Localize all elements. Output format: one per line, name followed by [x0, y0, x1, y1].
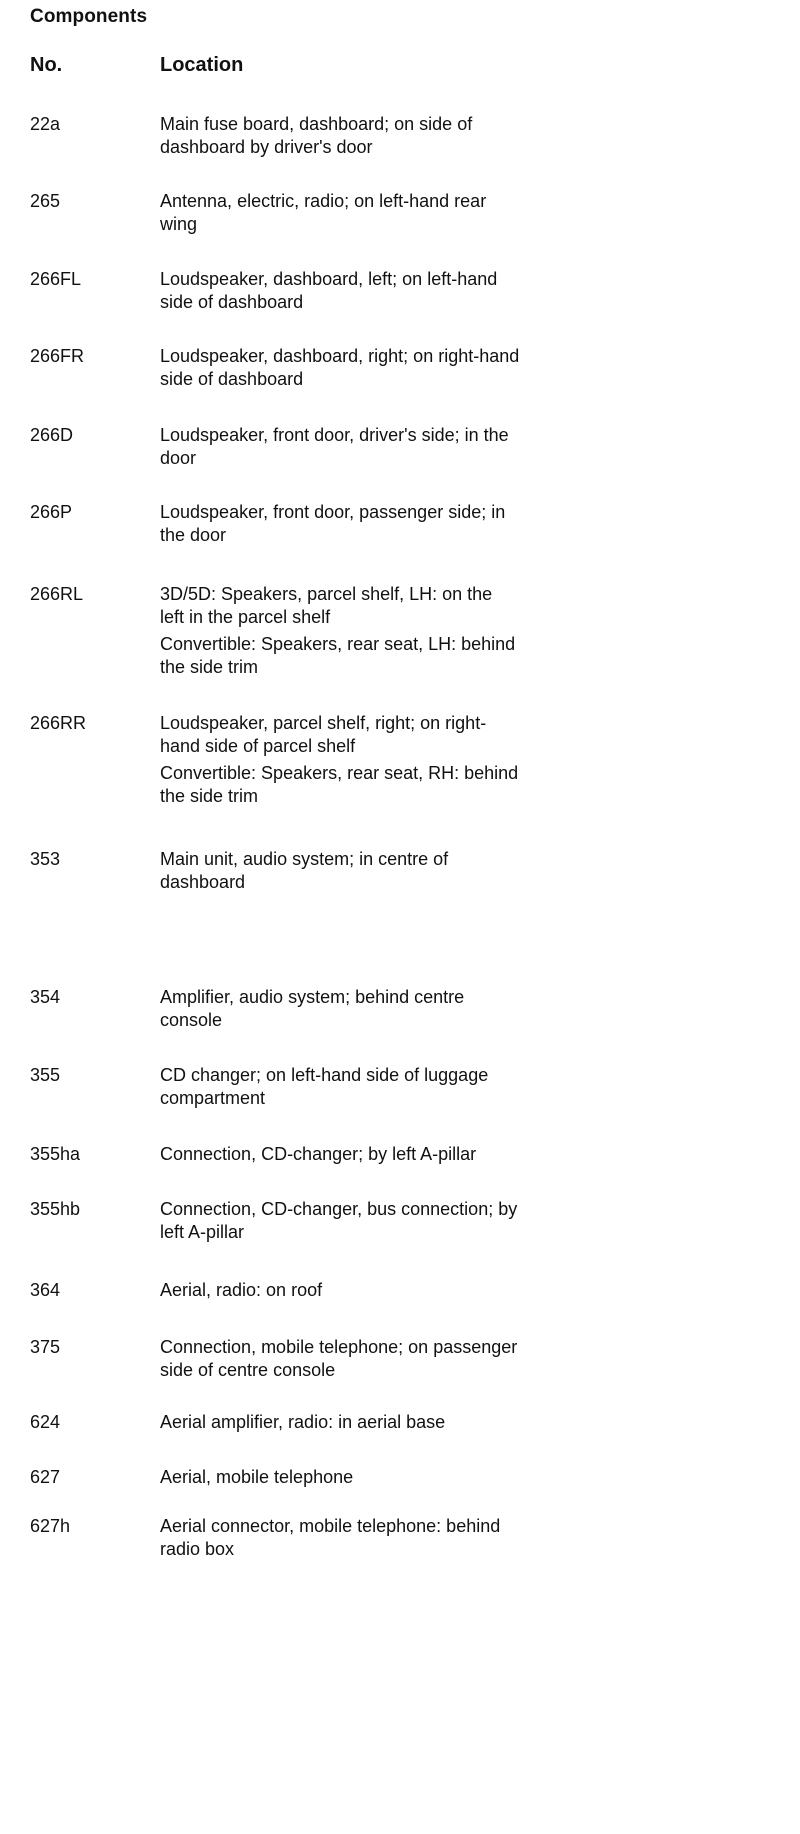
- component-location: [160, 113, 600, 159]
- component-number: 624: [30, 1412, 61, 1432]
- location-line: wing: [160, 214, 198, 234]
- note-line: the side trim: [160, 786, 259, 806]
- component-location: [160, 1515, 600, 1561]
- location-line: side of dashboard: [160, 292, 304, 312]
- location-line: Loudspeaker, parcel shelf, right; on right-: [160, 713, 487, 733]
- location-line: Connection, CD-changer, bus connection; by: [160, 1199, 518, 1219]
- location-line: Loudspeaker, front door, driver's side; in the: [160, 425, 509, 445]
- location-line: Main fuse board, dashboard; on side of: [160, 114, 473, 134]
- component-location: [160, 268, 600, 314]
- location-line: side of centre console: [160, 1360, 336, 1380]
- component-number: 355: [30, 1065, 61, 1085]
- note-line: Convertible: Speakers, rear seat, LH: behind: [160, 634, 516, 654]
- note-line: the side trim: [160, 657, 259, 677]
- component-number: 355ha: [30, 1144, 81, 1164]
- location-note: [160, 633, 600, 679]
- location-line: Connection, CD-changer; by left A-pillar: [160, 1144, 477, 1164]
- note-line: Convertible: Speakers, rear seat, RH: behind: [160, 763, 519, 783]
- location-line: Connection, mobile telephone; on passenger: [160, 1337, 518, 1357]
- location-note: [160, 762, 600, 808]
- component-location: [160, 1143, 600, 1166]
- location-line: left A-pillar: [160, 1222, 245, 1242]
- location-line: door: [160, 448, 197, 468]
- location-line: hand side of parcel shelf: [160, 736, 356, 756]
- location-line: dashboard: [160, 872, 246, 892]
- location-line: left in the parcel shelf: [160, 607, 331, 627]
- location-line: dashboard by driver's door: [160, 137, 373, 157]
- component-location: [160, 986, 600, 1032]
- location-line: Amplifier, audio system; behind centre: [160, 987, 465, 1007]
- location-line: the door: [160, 525, 227, 545]
- component-location: [160, 1279, 600, 1302]
- component-number: 266FR: [30, 346, 85, 366]
- location-line: Main unit, audio system; in centre of: [160, 849, 449, 869]
- location-line: 3D/5D: Speakers, parcel shelf, LH: on the: [160, 584, 493, 604]
- component-number: 22a: [30, 114, 61, 134]
- component-location: [160, 1466, 600, 1489]
- component-number: 266RR: [30, 713, 87, 733]
- component-location: [160, 1336, 600, 1382]
- location-line: Aerial connector, mobile telephone: behind: [160, 1516, 501, 1536]
- component-location: [160, 848, 600, 894]
- component-location: [160, 424, 600, 470]
- component-location: [160, 712, 600, 808]
- location-line: Antenna, electric, radio; on left-hand rear: [160, 191, 487, 211]
- component-number: 355hb: [30, 1199, 81, 1219]
- component-number: 364: [30, 1280, 61, 1300]
- column-header-location: Location: [160, 54, 244, 76]
- component-number: 266D: [30, 425, 74, 445]
- component-number: 266RL: [30, 584, 84, 604]
- location-line: Loudspeaker, dashboard, right; on right-hand: [160, 346, 520, 366]
- component-number: 266FL: [30, 269, 82, 289]
- location-line: console: [160, 1010, 223, 1030]
- component-number: 353: [30, 849, 61, 869]
- location-line: Loudspeaker, front door, passenger side; in: [160, 502, 506, 522]
- column-header-no: No.: [30, 54, 63, 76]
- component-number: 627: [30, 1467, 61, 1487]
- component-location: [160, 583, 600, 679]
- location-line: Aerial, radio: on roof: [160, 1280, 323, 1300]
- location-line: side of dashboard: [160, 369, 304, 389]
- location-line: CD changer; on left-hand side of luggage: [160, 1065, 489, 1085]
- location-line: Aerial, mobile telephone: [160, 1467, 354, 1487]
- component-number: 265: [30, 191, 61, 211]
- component-location: [160, 1198, 600, 1244]
- section-title: Components: [30, 6, 148, 27]
- location-line: compartment: [160, 1088, 266, 1108]
- component-location: [160, 190, 600, 236]
- component-number: 354: [30, 987, 61, 1007]
- component-location: [160, 1064, 600, 1110]
- location-line: Aerial amplifier, radio: in aerial base: [160, 1412, 446, 1432]
- location-line: radio box: [160, 1539, 235, 1559]
- component-location: [160, 501, 600, 547]
- component-number: 375: [30, 1337, 61, 1357]
- component-location: [160, 345, 600, 391]
- location-line: Loudspeaker, dashboard, left; on left-hand: [160, 269, 498, 289]
- component-location: [160, 1411, 600, 1434]
- component-number: 627h: [30, 1516, 71, 1536]
- component-number: 266P: [30, 502, 73, 522]
